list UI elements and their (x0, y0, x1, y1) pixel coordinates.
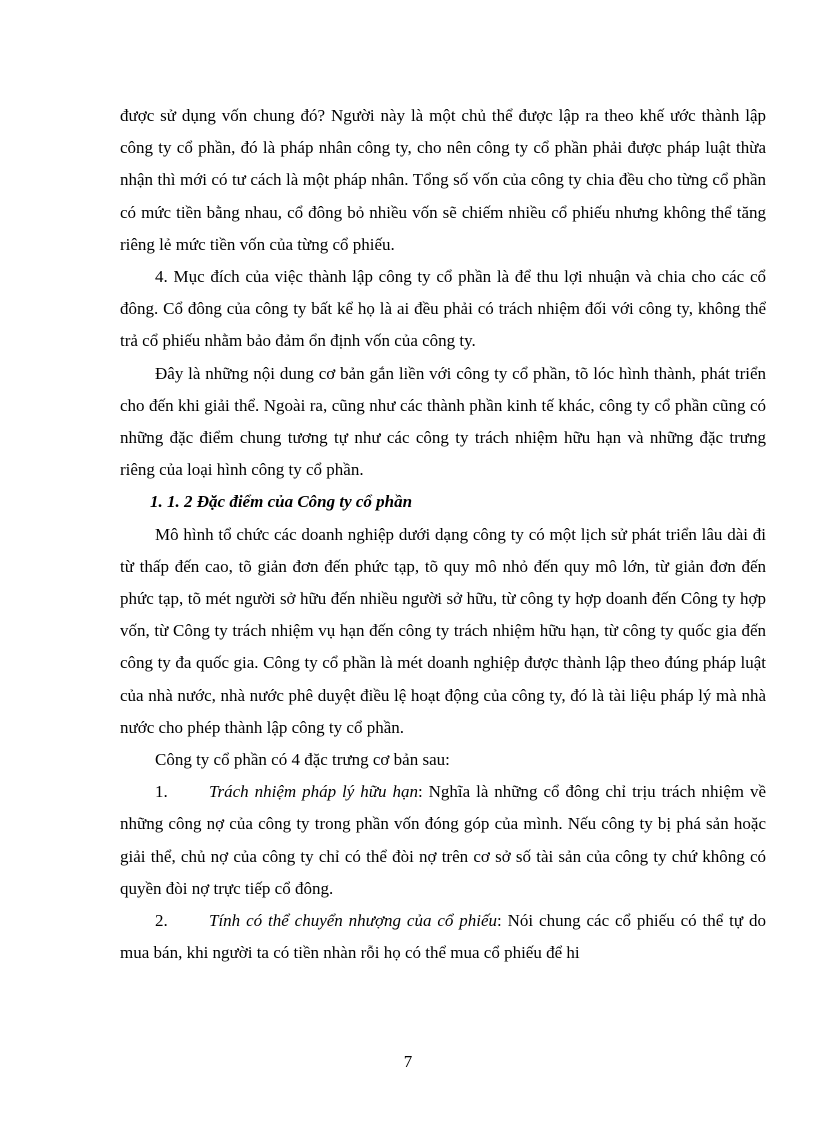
list-term: Trách nhiệm pháp lý hữu hạn (209, 782, 418, 802)
list-number: 1. (155, 782, 168, 802)
page-number: 7 (403, 1052, 413, 1071)
list-item (120, 905, 766, 969)
body-text (120, 100, 766, 969)
list-text: : Nghĩa là những cổ đông chỉ trịu trách nhiệm về những công nợ của công ty trong phần vốn đóng góp của mình. Nếu công ty bị phá sản hoặc giải thể, chủ nợ của công ty chỉ có thể đòi nợ trên cơ sở số tài sản của công ty chứ không có quyền đòi nợ trực tiếp cổ đông. (120, 782, 767, 898)
list-number: 2. (155, 911, 168, 931)
paragraph-summary: Đây là những nội dung cơ bản gắn liền với công ty cổ phần, tõ lóc hình thành, phát triển cho đến khi giải thể. Ngoài ra, cũng như các thành phần kinh tế khác, công ty cổ phần cũng có những đặc điểm chung tương tự như các công ty trách nhiệm hữu hạn và những đặc trưng riêng của loại hình công ty cổ phần. (120, 363, 766, 480)
paragraph-intro-list: Công ty cổ phần có 4 đặc trưng cơ bản sau: (155, 750, 450, 770)
list-text: : Nói chung các cổ phiếu có thể tự do mua bán, khi người ta có tiền nhàn rỗi họ có thể mua cổ phiếu để hi (120, 911, 766, 963)
list-item (120, 776, 766, 905)
section-heading: 1. 1. 2 Đặc điểm của Công ty cổ phần (150, 492, 413, 512)
list-term: Tính có thể chuyển nhượng của cổ phiếu (209, 911, 498, 931)
paragraph-history: Mô hình tổ chức các doanh nghiệp dưới dạng công ty có một lịch sử phát triển lâu dài đi từ thấp đến cao, tõ giản đơn đến phức tạp, tõ quy mô nhỏ đến quy mô lớn, từ giản đơn đến phức tạp, tõ mét người sở hữu đến nhiều người sở hữu, từ công ty hợp doanh đến Công ty hợp vốn, từ Công ty trách nhiệm vụ hạn đến công ty trách nhiệm hữu hạn, từ công ty quốc gia đến công ty đa quốc gia. Công ty cổ phần là mét doanh nghiệp được thành lập theo đúng pháp luật của nhà nước, nhà nước phê duyệt điều lệ hoạt động của công ty, đó là tài liệu pháp lý mà nhà nước cho phép thành lập công ty cổ phần. (120, 524, 766, 737)
paragraph-item-4: 4. Mục đích của việc thành lập công ty cổ phần là để thu lợi nhuận và chia cho các cổ đông. Cổ đông của công ty bất kể họ là ai đều phải có trách nhiệm đối với công ty, không thể trả cổ phiếu nhằm bảo đảm ổn định vốn của công ty. (120, 267, 766, 351)
paragraph-continuation: được sử dụng vốn chung đó? Người này là một chủ thể được lập ra theo khế ước thành lập công ty cổ phần, đó là pháp nhân công ty, cho nên công ty cổ phần phải được pháp luật thừa nhận thì mới có tư cách là một pháp nhân. Tổng số vốn của công ty chia đều cho từng cổ phần có mức tiền bằng nhau, cổ đông bỏ nhiều vốn sẽ chiếm nhiều cổ phiếu nhưng không thể tăng riêng lẻ mức tiền vốn của từng cổ phiếu. (120, 106, 766, 254)
